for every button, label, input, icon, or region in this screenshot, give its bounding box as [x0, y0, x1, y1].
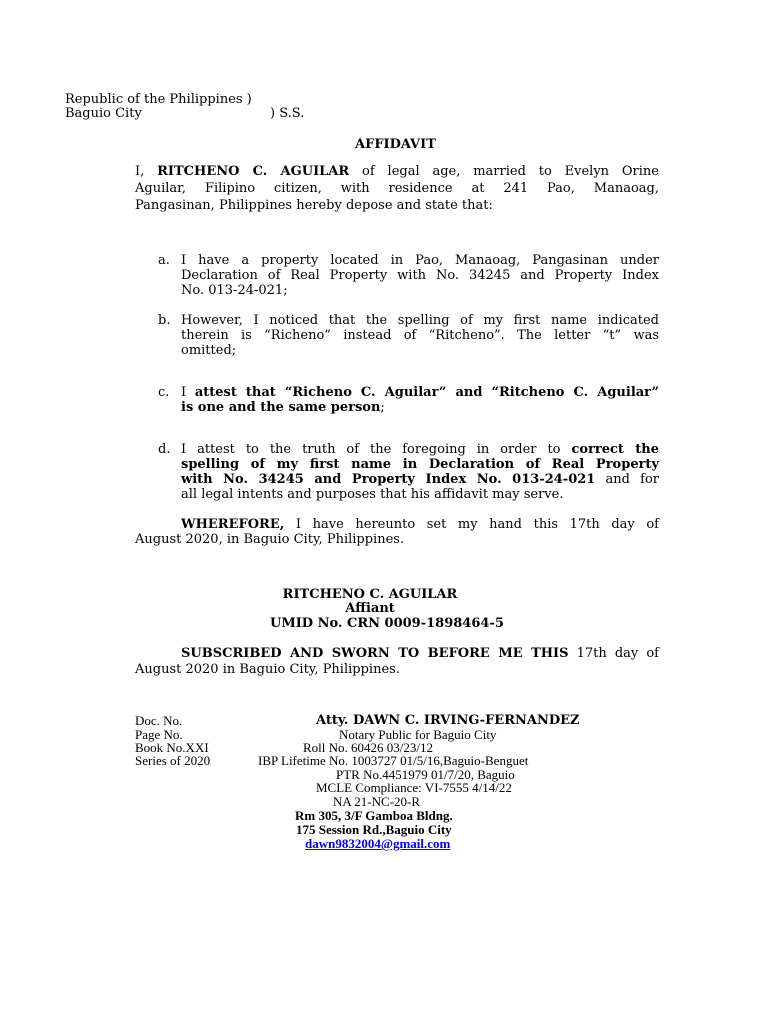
- affiant-name: RITCHENO C. AGUILAR: [282, 587, 458, 602]
- item-d-line-3: with No. 34245 and Property Index No. 013-24-021 and for: [181, 472, 659, 487]
- wherefore-line-2: August 2020, in Baguio City, Philippines.: [135, 532, 405, 547]
- jurat-line-1: SUBSCRIBED AND SWORN TO BEFORE ME THIS 17th day of: [181, 646, 659, 661]
- notary-email-link[interactable]: dawn9832004@gmail.com: [305, 836, 451, 851]
- page-no: Page No.: [135, 727, 183, 742]
- intro-line-3: Pangasinan, Philippines hereby depose and state that:: [135, 198, 493, 213]
- item-b-line-2: therein is “Richeno” instead of “Ritcheno”. The letter “t” was: [181, 328, 659, 343]
- intro-line-2: Aguilar, Filipino citizen, with residence at 241 Pao, Manaoag,: [135, 181, 659, 196]
- notary-title: Notary Public for Baguio City: [339, 727, 497, 742]
- item-d-line-4: all legal intents and purposes that his affidavit may serve.: [181, 487, 564, 502]
- item-c-marker: c.: [158, 385, 170, 400]
- book-no: Book No.XXI: [135, 740, 209, 755]
- venue-city: Baguio City: [65, 106, 142, 121]
- item-d-marker: d.: [158, 442, 171, 457]
- affiant-role: Affiant: [345, 601, 395, 616]
- doc-no: Doc. No.: [135, 713, 183, 728]
- notary-ptr: PTR No.4451979 01/7/20, Baguio: [336, 767, 515, 782]
- jurat-line-2: August 2020 in Baguio City, Philippines.: [135, 662, 400, 677]
- notary-ibp: IBP Lifetime No. 1003727 01/5/16,Baguio-Benguet: [258, 753, 529, 768]
- item-a-line-1: I have a property located in Pao, Manaoag, Pangasinan under: [181, 253, 659, 268]
- venue-line-1: Republic of the Philippines ): [65, 92, 252, 107]
- item-a-line-3: No. 013-24-021;: [181, 283, 288, 298]
- notary-roll: Roll No. 60426 03/23/12: [303, 740, 434, 755]
- affiant-id: UMID No. CRN 0009-1898464-5: [270, 616, 504, 631]
- notary-address-1: Rm 305, 3/F Gamboa Bldng.: [295, 808, 453, 823]
- item-d-line-1: I attest to the truth of the foregoing in order to correct the: [181, 442, 660, 457]
- item-a-marker: a.: [158, 253, 170, 268]
- item-d-line-2: spelling of my first name in Declaration of Real Property: [181, 457, 659, 472]
- series-no: Series of 2020: [135, 753, 211, 768]
- notary-na: NA 21-NC-20-R: [333, 794, 421, 809]
- notary-name: Atty. DAWN C. IRVING-FERNANDEZ: [316, 713, 580, 728]
- item-b-line-1: However, I noticed that the spelling of my first name indicated: [181, 313, 659, 328]
- item-a-line-2: Declaration of Real Property with No. 34245 and Property Index: [181, 268, 659, 283]
- wherefore-line-1: WHEREFORE, I have hereunto set my hand this 17th day of: [181, 517, 659, 532]
- document-title: AFFIDAVIT: [355, 137, 436, 152]
- item-c-line-2: is one and the same person;: [181, 400, 385, 415]
- notary-mcle: MCLE Compliance: VI-7555 4/14/22: [316, 780, 512, 795]
- item-c-line-1: I attest that “Richeno C. Aguilar” and “Ritcheno C. Aguilar”: [181, 385, 659, 400]
- item-b-line-3: omitted;: [181, 343, 237, 358]
- notary-address-2: 175 Session Rd.,Baguio City: [296, 822, 452, 837]
- intro-line-1: I, RITCHENO C. AGUILAR of legal age, married to Evelyn Orine: [135, 164, 659, 179]
- venue-ss: ) S.S.: [270, 106, 305, 121]
- item-b-marker: b.: [158, 313, 171, 328]
